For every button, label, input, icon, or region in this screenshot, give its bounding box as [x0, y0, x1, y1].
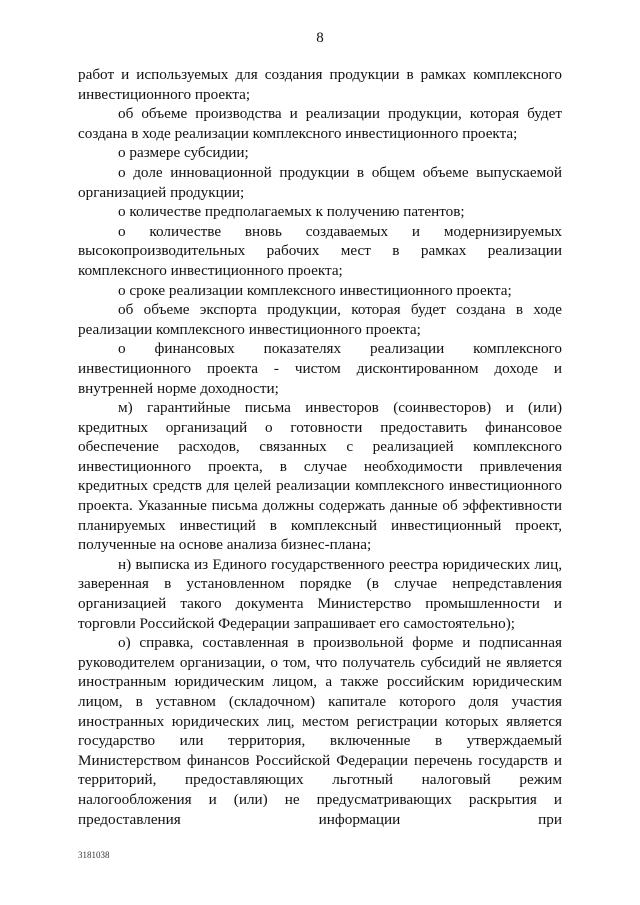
- paragraph-patents: о количестве предполагаемых к получению патентов;: [118, 203, 465, 221]
- paragraph-subsidy-size: о размере субсидии;: [118, 144, 249, 162]
- paragraph-innovative-share: о доле инновационной продукции в общем объеме выпускаемой организацией продукции;: [78, 163, 562, 201]
- paragraph-item-o-certificate: о) справка, составленная в произвольной форме и подписанная руководителем организации, о том, что получатель субсидий не является иностранным юридическим лицом, а также российским юридическим лицом, в уставном (складочном) капитале которого доля участия иностранных юридических лиц, местом регистрации которых является государство или территория, включенные в утверждаемый Министерством финансов Российской Федерации перечень государств и территорий, предоставляющих льготный налоговый режим налогообложения и (или) не предусматривающих раскрытия и предоставления информации при: [78, 634, 562, 828]
- document-body: [78, 65, 562, 829]
- paragraph-item-n-registry-extract: н) выписка из Единого государственного реестра юридических лиц, заверенная в установленном порядке (в случае непредставления организацией такого документа Министерство промышленности и торговли Российской Федерации запрашивает его самостоятельно);: [78, 555, 562, 632]
- paragraph-financial-indicators: о финансовых показателях реализации комплексного инвестиционного проекта - чистом дисконтированном доходе и внутренней норме доходности;: [78, 340, 562, 397]
- paragraph-export-volume: об объеме экспорта продукции, которая будет создана в ходе реализации комплексного инвестиционного проекта;: [78, 301, 562, 338]
- paragraph-project-term: о сроке реализации комплексного инвестиционного проекта;: [118, 281, 512, 299]
- paragraph-production-volume: об объеме производства и реализации продукции, которая будет создана в ходе реализации комплексного инвестиционного проекта;: [78, 105, 562, 142]
- document-code: 3181038: [78, 850, 110, 860]
- paragraph-jobs: о количестве вновь создаваемых и модернизируемых высокопроизводительных рабочих мест в рамках реализации комплексного инвестиционного проекта;: [78, 222, 562, 279]
- paragraph-continuation: работ и используемых для создания продукции в рамках комплексного инвестиционного проекта;: [78, 66, 562, 103]
- paragraph-item-m-guarantee-letters: м) гарантийные письма инвесторов (соинвесторов) и (или) кредитных организаций о готовности предоставить финансовое обеспечение расходов, связанных с реализацией комплексного инвестиционного проекта, в случае необходимости привлечения кредитных средств для целей реализации комплексного инвестиционного проекта. Указанные письма должны содержать данные об эффективности планируемых инвестиций в комплексный инвестиционный проект, полученные на основе анализа бизнес-плана;: [78, 399, 562, 554]
- page-number: 8: [316, 30, 324, 46]
